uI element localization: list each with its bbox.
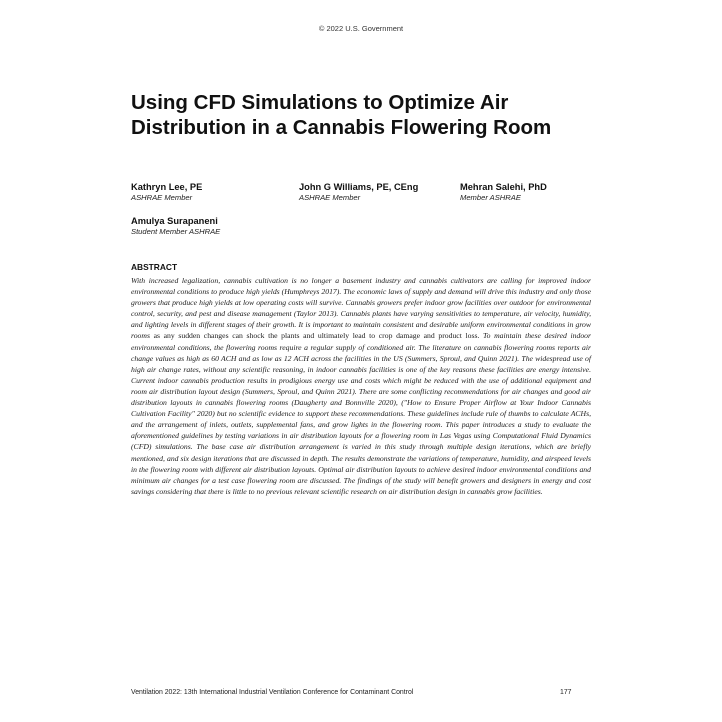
footer-conference: Ventilation 2022: 13th International Industrial Ventilation Conference for Contaminant Control bbox=[131, 689, 414, 696]
author-block bbox=[131, 215, 220, 237]
copyright-notice: © 2022 U.S. Government bbox=[318, 24, 404, 33]
abstract-text-italic-1: With increased legalization, cannabis cultivation is no longer a basement industry and cannabis cultivators are calling for improved indoor environmental conditions to produce high yields (Humphreys 2017). The economic laws of supply and demand will drive this industry and only those growers that produce high yields at low operating costs will survive. Cannabis growers prefer indoor grow facilities over outdoor for environmental control, security, and pest and disease management (Taylor 2013). Cannabis plants have varying sensitivities to temperature, air velocity, humidity, and lighting levels in different stages of their growth. It is important to maintain consistent and desirable uniform environmental conditions in grow rooms bbox=[131, 276, 591, 341]
author-name: John G Williams, PE, CEng bbox=[299, 182, 419, 192]
abstract-text-upright: as any sudden changes can shock the plants and ultimately lead to crop damage and product loss. bbox=[149, 331, 480, 341]
author-name: Amulya Surapaneni bbox=[131, 216, 218, 226]
paper-title: Using CFD Simulations to Optimize Air Distribution in a Cannabis Flowering Room bbox=[131, 91, 552, 139]
footer-page-number: 177 bbox=[560, 689, 572, 696]
author-block bbox=[460, 181, 547, 203]
author-block bbox=[299, 181, 418, 203]
author-affiliation: ASHRAE Member bbox=[299, 193, 361, 202]
abstract-text bbox=[131, 275, 591, 497]
author-affiliation: Student Member ASHRAE bbox=[131, 227, 221, 236]
author-affiliation: Member ASHRAE bbox=[460, 193, 521, 202]
author-name: Mehran Salehi, PhD bbox=[460, 182, 547, 192]
author-name: Kathryn Lee, PE bbox=[131, 182, 203, 192]
abstract-text-italic-2: To maintain these desired indoor environmental conditions, the flowering rooms require a regular supply of conditioned air. The literature on cannabis flowering rooms reports air change values as high as 60 ACH and as low as 12 ACH across the facilities in the US (Summers, Sproul, and Quinn 2021). The widespread use of high air change rates, without any scientific reasoning, in indoor cannabis facilities is one of the key reasons these facilities are energy intensive. Current indoor cannabis production results in prodigious energy use and costs which might be reduced with the use of additional equipment and room air distribution layout design (Summers, Sproul, and Quinn 2021). There are some conflicting recommendations for air changes and good air distribution layouts in cannabis flowering rooms (Daugherty and Bonnville 2020), ("How to Ensure Proper Airflow at Your Indoor Cannabis Cultivation Facility" 2020) but no scientific evidence to support these recommendations. These guidelines include rule of thumbs to calculate ACHs, and the arrangement of inlets, outlets, supplemental fans, and grow lights in the flowering room. This paper introduces a study to evaluate the aforementioned guidelines by testing variations in air distribution layouts for a flowering room in Las Vegas using Computational Fluid Dynamics (CFD) simulations. The base case air distribution arrangement is varied in this study through multiple design iterations, which are briefly mentioned, and six design iterations that are discussed in depth. The results demonstrate the variations of temperature, humidity, and airspeed levels in the flowering room with different air distribution layouts. Optimal air distribution layouts to achieve desired indoor environmental conditions and minimum air changes for a test case flowering room are discussed. The findings of the study will benefit growers and designers in energy and cost savings considering that there is little to no previous relevant scientific research on air distribution design in cannabis grow facilities. bbox=[131, 331, 592, 496]
abstract-heading: ABSTRACT bbox=[131, 262, 178, 272]
author-affiliation: ASHRAE Member bbox=[131, 193, 193, 202]
author-block bbox=[131, 181, 202, 203]
